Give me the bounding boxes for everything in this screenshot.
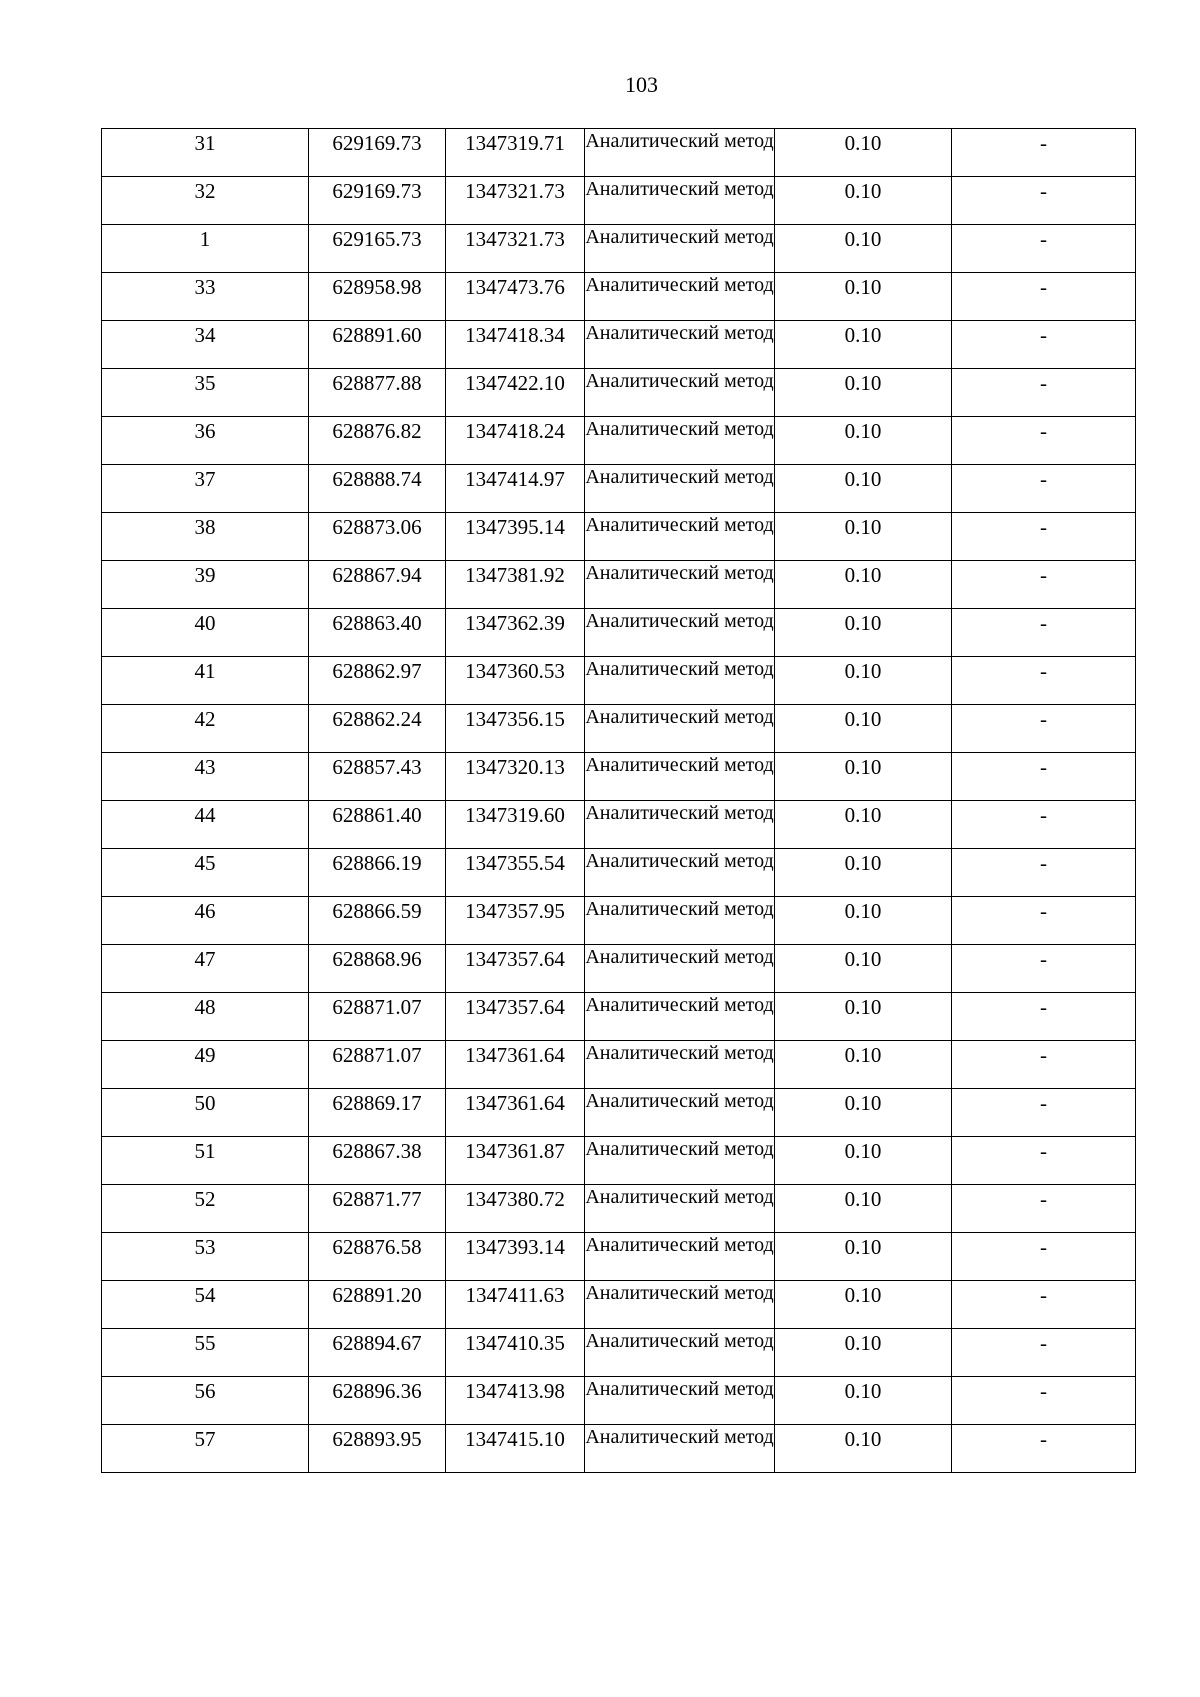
- point-number-cell: 51: [102, 1137, 309, 1185]
- x-coordinate-cell: 628866.59: [309, 897, 446, 945]
- note-cell: -: [952, 321, 1136, 369]
- point-number-cell: 52: [102, 1185, 309, 1233]
- table-row: [102, 273, 1136, 321]
- accuracy-cell: 0.10: [775, 369, 952, 417]
- point-number-cell: 31: [102, 129, 309, 177]
- x-coordinate-cell: 628861.40: [309, 801, 446, 849]
- y-coordinate-cell: 1347414.97: [446, 465, 585, 513]
- method-cell: Аналитический метод: [585, 1377, 775, 1425]
- point-number-cell: 55: [102, 1329, 309, 1377]
- table-row: [102, 705, 1136, 753]
- point-number-cell: 34: [102, 321, 309, 369]
- accuracy-cell: 0.10: [775, 1329, 952, 1377]
- y-coordinate-cell: 1347380.72: [446, 1185, 585, 1233]
- point-number-cell: 1: [102, 225, 309, 273]
- method-cell: Аналитический метод: [585, 561, 775, 609]
- y-coordinate-cell: 1347418.34: [446, 321, 585, 369]
- table-row: [102, 1425, 1136, 1473]
- point-number-cell: 37: [102, 465, 309, 513]
- x-coordinate-cell: 628893.95: [309, 1425, 446, 1473]
- accuracy-cell: 0.10: [775, 849, 952, 897]
- x-coordinate-cell: 628894.67: [309, 1329, 446, 1377]
- x-coordinate-cell: 628862.97: [309, 657, 446, 705]
- note-cell: -: [952, 561, 1136, 609]
- method-cell: Аналитический метод: [585, 177, 775, 225]
- table-row: [102, 417, 1136, 465]
- table-row: [102, 849, 1136, 897]
- accuracy-cell: 0.10: [775, 1425, 952, 1473]
- table-row: [102, 129, 1136, 177]
- point-number-cell: 43: [102, 753, 309, 801]
- point-number-cell: 49: [102, 1041, 309, 1089]
- accuracy-cell: 0.10: [775, 513, 952, 561]
- accuracy-cell: 0.10: [775, 897, 952, 945]
- method-cell: Аналитический метод: [585, 1041, 775, 1089]
- point-number-cell: 40: [102, 609, 309, 657]
- page-number: 103: [625, 72, 658, 97]
- x-coordinate-cell: 628958.98: [309, 273, 446, 321]
- point-number-cell: 54: [102, 1281, 309, 1329]
- x-coordinate-cell: 628866.19: [309, 849, 446, 897]
- y-coordinate-cell: 1347410.35: [446, 1329, 585, 1377]
- point-number-cell: 42: [102, 705, 309, 753]
- point-number-cell: 57: [102, 1425, 309, 1473]
- note-cell: -: [952, 849, 1136, 897]
- point-number-cell: 35: [102, 369, 309, 417]
- note-cell: -: [952, 129, 1136, 177]
- x-coordinate-cell: 628857.43: [309, 753, 446, 801]
- method-cell: Аналитический метод: [585, 849, 775, 897]
- note-cell: -: [952, 609, 1136, 657]
- method-cell: Аналитический метод: [585, 465, 775, 513]
- y-coordinate-cell: 1347321.73: [446, 225, 585, 273]
- x-coordinate-cell: 628867.94: [309, 561, 446, 609]
- method-cell: Аналитический метод: [585, 609, 775, 657]
- accuracy-cell: 0.10: [775, 129, 952, 177]
- note-cell: -: [952, 1425, 1136, 1473]
- table-row: [102, 897, 1136, 945]
- note-cell: -: [952, 1137, 1136, 1185]
- point-number-cell: 39: [102, 561, 309, 609]
- note-cell: -: [952, 417, 1136, 465]
- y-coordinate-cell: 1347320.13: [446, 753, 585, 801]
- table-row: [102, 177, 1136, 225]
- x-coordinate-cell: 628871.07: [309, 993, 446, 1041]
- method-cell: Аналитический метод: [585, 993, 775, 1041]
- point-number-cell: 53: [102, 1233, 309, 1281]
- point-number-cell: 33: [102, 273, 309, 321]
- x-coordinate-cell: 628896.36: [309, 1377, 446, 1425]
- method-cell: Аналитический метод: [585, 1233, 775, 1281]
- point-number-cell: 50: [102, 1089, 309, 1137]
- table-row: [102, 609, 1136, 657]
- point-number-cell: 46: [102, 897, 309, 945]
- y-coordinate-cell: 1347361.87: [446, 1137, 585, 1185]
- x-coordinate-cell: 629169.73: [309, 129, 446, 177]
- table-row: [102, 513, 1136, 561]
- table-row: [102, 1377, 1136, 1425]
- accuracy-cell: 0.10: [775, 993, 952, 1041]
- method-cell: Аналитический метод: [585, 1281, 775, 1329]
- method-cell: Аналитический метод: [585, 1137, 775, 1185]
- table-row: [102, 993, 1136, 1041]
- note-cell: -: [952, 369, 1136, 417]
- method-cell: Аналитический метод: [585, 129, 775, 177]
- x-coordinate-cell: 628876.58: [309, 1233, 446, 1281]
- x-coordinate-cell: 629169.73: [309, 177, 446, 225]
- table-row: [102, 321, 1136, 369]
- method-cell: Аналитический метод: [585, 417, 775, 465]
- accuracy-cell: 0.10: [775, 1233, 952, 1281]
- table-row: [102, 801, 1136, 849]
- note-cell: -: [952, 801, 1136, 849]
- table-row: [102, 1233, 1136, 1281]
- accuracy-cell: 0.10: [775, 705, 952, 753]
- y-coordinate-cell: 1347361.64: [446, 1089, 585, 1137]
- method-cell: Аналитический метод: [585, 897, 775, 945]
- note-cell: -: [952, 177, 1136, 225]
- y-coordinate-cell: 1347362.39: [446, 609, 585, 657]
- accuracy-cell: 0.10: [775, 1041, 952, 1089]
- x-coordinate-cell: 628891.20: [309, 1281, 446, 1329]
- table-row: [102, 657, 1136, 705]
- method-cell: Аналитический метод: [585, 273, 775, 321]
- y-coordinate-cell: 1347355.54: [446, 849, 585, 897]
- point-number-cell: 48: [102, 993, 309, 1041]
- method-cell: Аналитический метод: [585, 657, 775, 705]
- y-coordinate-cell: 1347473.76: [446, 273, 585, 321]
- accuracy-cell: 0.10: [775, 753, 952, 801]
- table-row: [102, 1281, 1136, 1329]
- note-cell: -: [952, 1377, 1136, 1425]
- note-cell: -: [952, 225, 1136, 273]
- table-row: [102, 465, 1136, 513]
- accuracy-cell: 0.10: [775, 801, 952, 849]
- method-cell: Аналитический метод: [585, 321, 775, 369]
- accuracy-cell: 0.10: [775, 1377, 952, 1425]
- table-row: [102, 945, 1136, 993]
- table-row: [102, 369, 1136, 417]
- point-number-cell: 38: [102, 513, 309, 561]
- method-cell: Аналитический метод: [585, 801, 775, 849]
- y-coordinate-cell: 1347422.10: [446, 369, 585, 417]
- point-number-cell: 44: [102, 801, 309, 849]
- y-coordinate-cell: 1347319.60: [446, 801, 585, 849]
- method-cell: Аналитический метод: [585, 225, 775, 273]
- point-number-cell: 32: [102, 177, 309, 225]
- note-cell: -: [952, 993, 1136, 1041]
- method-cell: Аналитический метод: [585, 513, 775, 561]
- note-cell: -: [952, 273, 1136, 321]
- x-coordinate-cell: 628871.77: [309, 1185, 446, 1233]
- accuracy-cell: 0.10: [775, 225, 952, 273]
- x-coordinate-cell: 628871.07: [309, 1041, 446, 1089]
- method-cell: Аналитический метод: [585, 945, 775, 993]
- x-coordinate-cell: 628873.06: [309, 513, 446, 561]
- y-coordinate-cell: 1347356.15: [446, 705, 585, 753]
- method-cell: Аналитический метод: [585, 1425, 775, 1473]
- y-coordinate-cell: 1347381.92: [446, 561, 585, 609]
- y-coordinate-cell: 1347418.24: [446, 417, 585, 465]
- method-cell: Аналитический метод: [585, 1089, 775, 1137]
- note-cell: -: [952, 1185, 1136, 1233]
- note-cell: -: [952, 1041, 1136, 1089]
- table-row: [102, 753, 1136, 801]
- point-number-cell: 36: [102, 417, 309, 465]
- y-coordinate-cell: 1347360.53: [446, 657, 585, 705]
- accuracy-cell: 0.10: [775, 657, 952, 705]
- accuracy-cell: 0.10: [775, 1089, 952, 1137]
- accuracy-cell: 0.10: [775, 465, 952, 513]
- method-cell: Аналитический метод: [585, 1329, 775, 1377]
- y-coordinate-cell: 1347357.95: [446, 897, 585, 945]
- note-cell: -: [952, 945, 1136, 993]
- x-coordinate-cell: 628876.82: [309, 417, 446, 465]
- accuracy-cell: 0.10: [775, 945, 952, 993]
- y-coordinate-cell: 1347411.63: [446, 1281, 585, 1329]
- note-cell: -: [952, 513, 1136, 561]
- x-coordinate-cell: 628877.88: [309, 369, 446, 417]
- point-number-cell: 56: [102, 1377, 309, 1425]
- table-row: [102, 1041, 1136, 1089]
- x-coordinate-cell: 628867.38: [309, 1137, 446, 1185]
- note-cell: -: [952, 1089, 1136, 1137]
- point-number-cell: 45: [102, 849, 309, 897]
- y-coordinate-cell: 1347395.14: [446, 513, 585, 561]
- x-coordinate-cell: 628863.40: [309, 609, 446, 657]
- accuracy-cell: 0.10: [775, 177, 952, 225]
- table-row: [102, 225, 1136, 273]
- note-cell: -: [952, 1281, 1136, 1329]
- y-coordinate-cell: 1347361.64: [446, 1041, 585, 1089]
- method-cell: Аналитический метод: [585, 369, 775, 417]
- accuracy-cell: 0.10: [775, 609, 952, 657]
- note-cell: -: [952, 657, 1136, 705]
- table-row: [102, 1329, 1136, 1377]
- point-number-cell: 47: [102, 945, 309, 993]
- x-coordinate-cell: 628869.17: [309, 1089, 446, 1137]
- accuracy-cell: 0.10: [775, 321, 952, 369]
- note-cell: -: [952, 465, 1136, 513]
- x-coordinate-cell: 628888.74: [309, 465, 446, 513]
- x-coordinate-cell: 628868.96: [309, 945, 446, 993]
- accuracy-cell: 0.10: [775, 1137, 952, 1185]
- table-row: [102, 1137, 1136, 1185]
- table-row: [102, 1185, 1136, 1233]
- y-coordinate-cell: 1347319.71: [446, 129, 585, 177]
- x-coordinate-cell: 629165.73: [309, 225, 446, 273]
- coordinates-table-body: [102, 129, 1136, 1473]
- accuracy-cell: 0.10: [775, 417, 952, 465]
- note-cell: -: [952, 753, 1136, 801]
- y-coordinate-cell: 1347413.98: [446, 1377, 585, 1425]
- accuracy-cell: 0.10: [775, 1185, 952, 1233]
- y-coordinate-cell: 1347415.10: [446, 1425, 585, 1473]
- note-cell: -: [952, 705, 1136, 753]
- y-coordinate-cell: 1347393.14: [446, 1233, 585, 1281]
- method-cell: Аналитический метод: [585, 753, 775, 801]
- method-cell: Аналитический метод: [585, 705, 775, 753]
- accuracy-cell: 0.10: [775, 561, 952, 609]
- y-coordinate-cell: 1347357.64: [446, 993, 585, 1041]
- note-cell: -: [952, 897, 1136, 945]
- table-row: [102, 561, 1136, 609]
- coordinates-table: [101, 128, 1136, 1473]
- y-coordinate-cell: 1347321.73: [446, 177, 585, 225]
- table-row: [102, 1089, 1136, 1137]
- note-cell: -: [952, 1233, 1136, 1281]
- method-cell: Аналитический метод: [585, 1185, 775, 1233]
- point-number-cell: 41: [102, 657, 309, 705]
- note-cell: -: [952, 1329, 1136, 1377]
- accuracy-cell: 0.10: [775, 1281, 952, 1329]
- x-coordinate-cell: 628862.24: [309, 705, 446, 753]
- x-coordinate-cell: 628891.60: [309, 321, 446, 369]
- y-coordinate-cell: 1347357.64: [446, 945, 585, 993]
- accuracy-cell: 0.10: [775, 273, 952, 321]
